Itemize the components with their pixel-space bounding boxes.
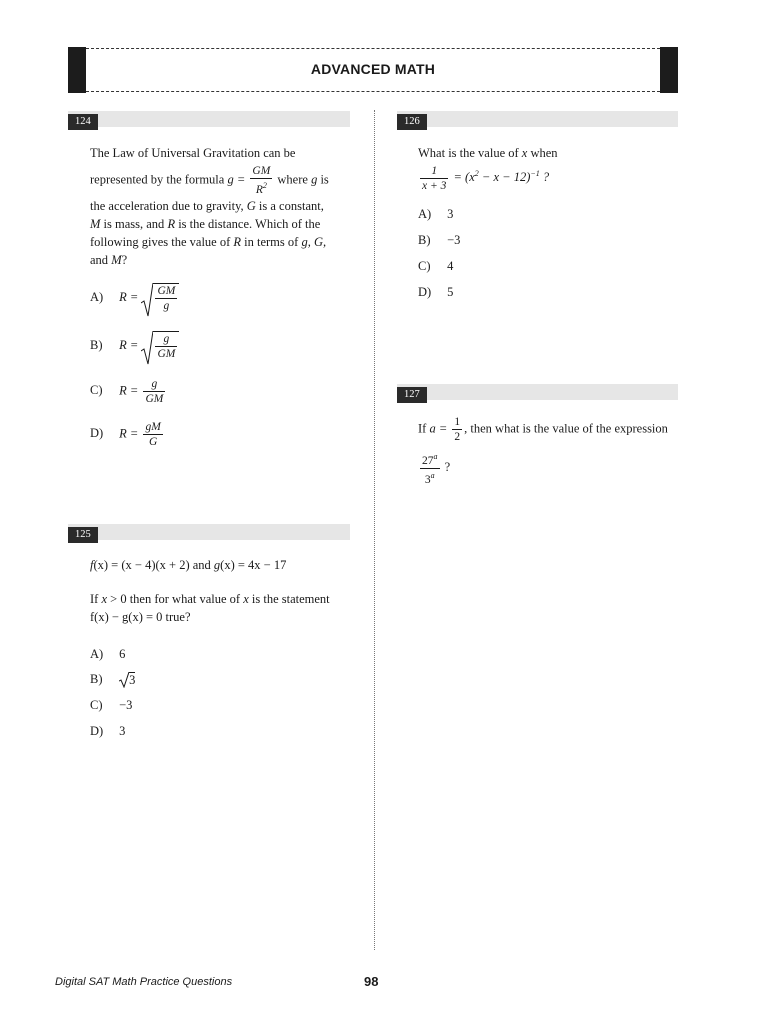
fraction-denominator: GM	[157, 348, 176, 360]
question-number: 124	[68, 114, 98, 130]
header-bar-right	[660, 47, 678, 93]
q125-var: x	[243, 592, 249, 606]
question-bar-126	[397, 111, 678, 127]
option-value: 5	[447, 285, 454, 299]
q124-line-4	[90, 215, 360, 233]
rhs-part: − x − 12)	[478, 170, 531, 185]
q124-text: is mass, and	[103, 216, 165, 231]
q124-text: is	[320, 172, 329, 187]
section-header	[68, 47, 678, 93]
answer-option-d[interactable]	[90, 724, 125, 739]
option-lhs: R =	[119, 383, 139, 398]
q124-text: and	[90, 252, 109, 267]
q125-text: > 0 then for what value of	[110, 592, 241, 606]
q125-text: (x) = 4x − 17	[220, 558, 287, 572]
q125-functions	[90, 556, 360, 574]
question-bar-125	[68, 524, 350, 540]
q124-line-2	[90, 164, 360, 197]
option-value: 3	[119, 724, 126, 738]
option-value: −3	[119, 698, 133, 712]
q127-line-1	[418, 415, 688, 444]
option-label: C)	[90, 698, 103, 712]
answer-option-a[interactable]	[90, 283, 179, 313]
option-label: A)	[90, 289, 104, 304]
q124-var: g,	[301, 234, 311, 249]
answer-option-d[interactable]	[418, 285, 453, 300]
fraction-denominator: x + 3	[422, 180, 447, 192]
fraction-numerator: gM	[145, 421, 161, 433]
q124-text: is the distance. Which of the	[178, 216, 321, 231]
q124-var: R	[167, 216, 176, 231]
answer-option-d[interactable]	[90, 420, 165, 449]
option-label: A)	[418, 207, 432, 221]
answer-option-b[interactable]	[90, 331, 179, 361]
q126-fraction	[420, 164, 448, 193]
q124-text: where	[277, 172, 308, 187]
option-fraction	[155, 332, 177, 361]
option-label: D)	[418, 285, 432, 299]
q125-text: is the statement	[251, 592, 330, 606]
header-dash-top	[86, 48, 660, 49]
option-label: B)	[418, 233, 431, 247]
rhs-exponent: −1	[530, 169, 540, 179]
q124-formula-lhs: g =	[227, 172, 246, 187]
fraction-denominator: g	[163, 300, 170, 312]
radical-icon	[141, 331, 153, 365]
question-bar-124	[68, 111, 350, 127]
question-126-text	[418, 144, 678, 193]
section-title: ADVANCED MATH	[310, 61, 436, 77]
option-label: D)	[90, 724, 104, 738]
answer-option-a[interactable]	[90, 647, 125, 662]
radical-icon	[119, 672, 129, 688]
q124-text: the acceleration due to gravity,	[90, 198, 244, 213]
option-lhs: R =	[119, 289, 139, 304]
denominator-exponent: a	[430, 470, 435, 480]
q124-text: is a constant,	[258, 198, 324, 213]
q125-var: f	[90, 558, 94, 572]
q125-line-2	[90, 590, 360, 608]
column-divider	[374, 110, 375, 950]
square-root	[141, 283, 179, 313]
fraction-numerator	[420, 450, 440, 469]
question-number: 127	[397, 387, 427, 403]
fraction-numerator: g	[143, 377, 165, 392]
option-lhs: R =	[119, 426, 139, 441]
q125-var: x	[101, 592, 108, 606]
q124-text: represented by the formula	[90, 172, 225, 187]
q125-text: If	[90, 592, 99, 606]
answer-option-b[interactable]	[90, 672, 135, 688]
option-value: 3	[129, 673, 136, 688]
q125-text: (x) = (x − 4)(x + 2) and	[93, 558, 211, 572]
q126-text: What is the value of	[418, 146, 519, 160]
q124-line-5	[90, 233, 360, 251]
q124-var: g	[311, 172, 318, 187]
option-label: C)	[418, 259, 431, 273]
rhs-part: ?	[539, 170, 550, 185]
answer-option-c[interactable]	[418, 259, 453, 274]
answer-option-c[interactable]	[90, 698, 132, 713]
q124-var: M	[90, 216, 101, 231]
q124-var: G,	[313, 234, 327, 249]
q127-text: If	[418, 421, 427, 436]
question-number: 125	[68, 527, 98, 543]
q127-text: , then what is the value of the expression	[464, 421, 668, 436]
q127-text: ?	[444, 460, 451, 475]
question-124-text	[90, 144, 360, 269]
denominator-exponent: 2	[262, 181, 267, 190]
q126-var: x	[521, 146, 528, 160]
fraction-numerator: GM	[157, 285, 176, 297]
q127-fraction	[452, 415, 462, 444]
answer-option-b[interactable]	[418, 233, 460, 248]
numerator-base: 27	[422, 454, 434, 467]
q124-var: M	[111, 252, 122, 267]
fraction-denominator: 2	[454, 431, 461, 443]
q125-line-3: f(x) − g(x) = 0 true?	[90, 610, 191, 624]
q124-line-6	[90, 251, 360, 269]
q126-text: when	[530, 146, 558, 160]
option-fraction	[143, 377, 165, 406]
fraction-denominator: GM	[145, 393, 164, 405]
q126-rhs	[454, 170, 550, 184]
footer-book-title: Digital SAT Math Practice Questions	[55, 976, 233, 988]
denominator-base: R	[255, 183, 263, 196]
answer-option-a[interactable]	[418, 207, 453, 222]
square-root	[141, 331, 179, 361]
q124-var: R	[233, 234, 242, 249]
q127-expression-fraction	[420, 450, 440, 487]
q127-equation: a =	[429, 421, 448, 436]
question-bar-127	[397, 384, 678, 400]
q124-formula-fraction	[250, 164, 272, 197]
denominator-base: 3	[424, 473, 431, 486]
fraction-denominator	[420, 469, 440, 487]
question-127-text	[418, 415, 688, 487]
fraction-numerator: g	[155, 332, 177, 347]
question-125-text	[90, 556, 360, 626]
q124-text: ?	[121, 252, 128, 267]
q127-expression	[418, 450, 688, 487]
option-value: 3	[447, 207, 454, 221]
option-label: A)	[90, 647, 104, 661]
q124-text: in terms of	[244, 234, 299, 249]
fraction-numerator: GM	[252, 165, 271, 177]
option-lhs: R =	[119, 337, 139, 352]
radical-icon	[141, 283, 153, 317]
square-root	[119, 672, 135, 688]
option-value: 6	[119, 647, 126, 661]
page-number: 98	[364, 974, 379, 989]
option-fraction	[155, 284, 177, 313]
rhs-part: = (x	[453, 170, 475, 185]
option-label: D)	[90, 426, 104, 441]
rhs-exponent: 2	[474, 169, 479, 179]
question-number: 126	[397, 114, 427, 130]
fraction-numerator: 1	[420, 164, 448, 179]
numerator-exponent: a	[433, 452, 438, 461]
q124-var: G	[246, 198, 256, 213]
q126-line-1	[418, 144, 678, 162]
fraction-numerator: 1	[454, 416, 461, 428]
q125-var: g	[213, 558, 221, 572]
option-value: 4	[447, 259, 454, 273]
fraction-denominator	[250, 179, 272, 197]
answer-option-c[interactable]	[90, 377, 167, 406]
q126-equation	[418, 164, 678, 193]
q124-text: following gives the value of	[90, 234, 231, 249]
q124-line-3	[90, 197, 360, 215]
option-label: B)	[90, 337, 103, 352]
q124-line-1: The Law of Universal Gravitation can be	[90, 146, 296, 160]
option-label: B)	[90, 672, 103, 686]
header-dash-bottom	[86, 91, 660, 92]
option-fraction	[143, 420, 162, 449]
option-value: −3	[447, 233, 461, 247]
option-label: C)	[90, 383, 103, 398]
fraction-denominator: G	[148, 436, 158, 448]
